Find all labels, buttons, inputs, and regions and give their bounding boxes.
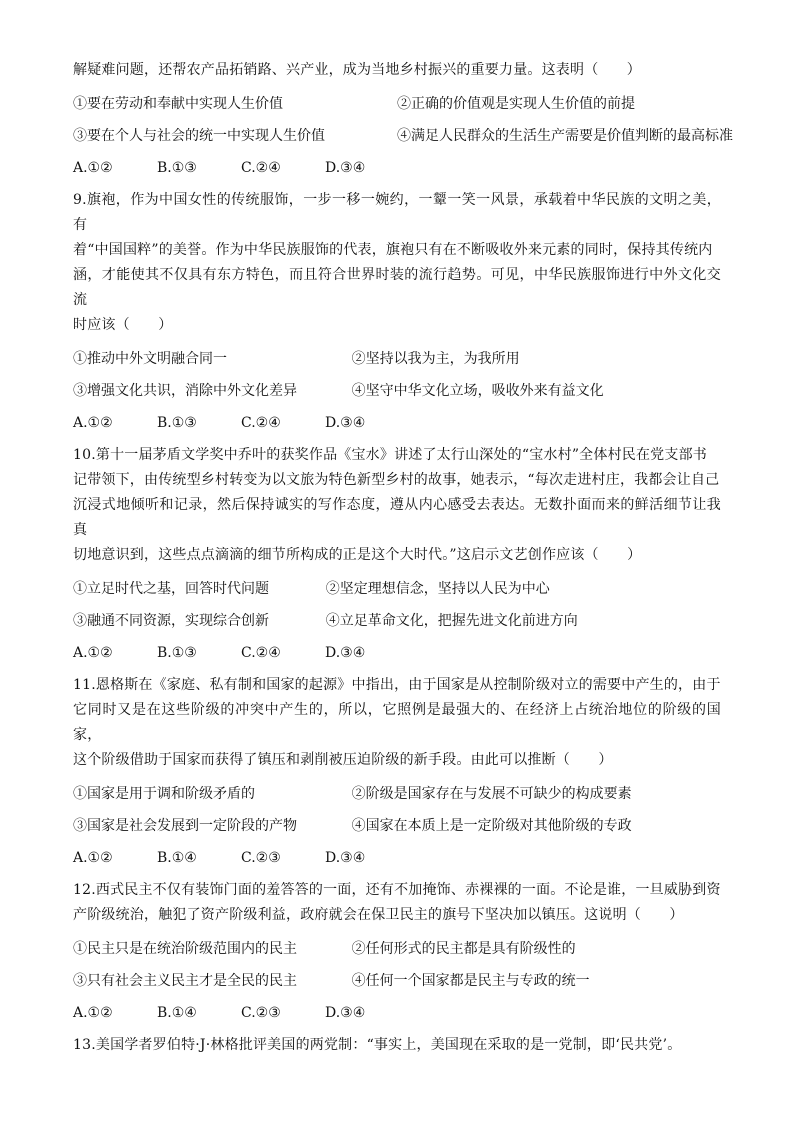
answer-c: C.②③	[241, 1005, 281, 1021]
question-8-options-row-1	[73, 93, 721, 115]
option-2: ②阶级是国家存在与发展不可缺少的构成要素	[351, 786, 632, 802]
question-12-options-row-2	[73, 970, 721, 992]
option-3: ③增强文化共识，消除中外文化差异	[73, 383, 297, 399]
exam-page	[73, 58, 733, 1058]
option-2: ②坚持以我为主，为我所用	[351, 351, 520, 367]
question-11-answer-choices	[73, 847, 721, 869]
answer-c: C.②④	[241, 160, 281, 176]
option-4: ④立足革命文化，把握先进文化前进方向	[325, 613, 578, 629]
answer-a: A.①②	[73, 645, 113, 661]
answer-a: A.①②	[73, 160, 113, 176]
option-2: ②正确的价值观是实现人生价值的前提	[397, 96, 635, 112]
option-1: ①推动中外文明融合同一	[73, 351, 227, 367]
question-9-stem-line: 9.旗袍，作为中国女性的传统服饰，一步一移一婉约，一颦一笑一风景，承载着中华民族的文明之美，有	[73, 192, 721, 233]
question-11-stem-line: 它同时又是在这些阶级的冲突中产生的，所以，它照例是最强大的、在经济上占统治地位的阶级的国家，	[73, 702, 721, 743]
option-1: ①要在劳动和奉献中实现人生价值	[73, 96, 283, 112]
question-10-stem-line: 沉浸式地倾听和记录，然后保持诚实的写作态度，遵从内心感受去表达。无数扑面而来的鲜活细节让我真	[73, 497, 721, 538]
question-9-options-row-2	[73, 380, 721, 402]
option-1: ①立足时代之基，回答时代问题	[73, 581, 269, 597]
question-11-stem-line: 11.恩格斯在《家庭、私有制和国家的起源》中指出，由于国家是从控制阶级对立的需要中产生的，由于	[73, 677, 721, 693]
question-8-answer-choices	[73, 157, 721, 179]
answer-d: D.③④	[325, 645, 366, 661]
answer-b: B.①④	[157, 1005, 197, 1021]
question-10-answer-choices	[73, 642, 721, 664]
option-3: ③融通不同资源，实现综合创新	[73, 613, 269, 629]
option-2: ②坚定理想信念，坚持以人民为中心	[325, 581, 550, 597]
question-12-stem-line: 12.西式民主不仅有装饰门面的羞答答的一面，还有不加掩饰、赤裸裸的一面。不论是谁，一旦威胁到资	[73, 882, 721, 898]
question-9	[73, 188, 721, 434]
option-3: ③只有社会主义民主才是全民的民主	[73, 973, 297, 989]
question-10-stem-line: 切地意识到，这些点点滴滴的细节所构成的正是这个大时代。”这启示文艺创作应该（ ）	[73, 547, 642, 563]
answer-a: A.①②	[73, 415, 113, 431]
answer-d: D.③④	[325, 160, 366, 176]
question-11-stem-line: 这个阶级借助于国家而获得了镇压和剥削被压迫阶级的新手段。由此可以推断（ ）	[73, 752, 613, 768]
question-13-stem-line: 13.美国学者罗伯特·J·林格批评美国的两党制：“事实上，美国现在采取的是一党制，即‘民共党’。	[73, 1037, 682, 1053]
option-4: ④任何一个国家都是民主与专政的统一	[351, 973, 590, 989]
answer-c: C.②③	[241, 850, 281, 866]
question-9-answer-choices	[73, 412, 721, 434]
question-12-options-row-1	[73, 938, 721, 960]
question-9-stem-line: 涵，才能使其不仅具有东方特色，而且符合世界时装的流行趋势。可见，中华民族服饰进行中外文化交流	[73, 267, 721, 308]
answer-c: C.②④	[241, 415, 281, 431]
question-10	[73, 443, 721, 664]
question-12-stem-line: 产阶级统治，触犯了资产阶级利益，政府就会在保卫民主的旗号下坚决加以镇压。这说明（ ）	[73, 907, 684, 923]
answer-b: B.①③	[157, 415, 197, 431]
option-4: ④国家在本质上是一定阶级对其他阶级的专政	[351, 818, 632, 834]
option-4: ④坚守中华文化立场，吸收外来有益文化	[351, 383, 604, 399]
question-11-options-row-2	[73, 815, 721, 837]
option-3: ③要在个人与社会的统一中实现人生价值	[73, 128, 325, 144]
answer-d: D.③④	[325, 415, 366, 431]
answer-d: D.③④	[325, 850, 366, 866]
answer-a: A.①②	[73, 850, 113, 866]
question-11	[73, 673, 721, 869]
answer-a: A.①②	[73, 1005, 113, 1021]
answer-b: B.①④	[157, 850, 197, 866]
answer-d: D.③④	[325, 1005, 366, 1021]
question-8-options-row-2	[73, 125, 733, 147]
option-1: ①民主只是在统治阶级范围内的民主	[73, 941, 297, 957]
question-12-answer-choices	[73, 1002, 721, 1024]
question-8	[73, 58, 733, 179]
question-10-stem-line: 记带领下，由传统型乡村转变为以文旅为特色新型乡村的故事，她表示，“每次走进村庄，我都会让自己	[73, 472, 720, 488]
answer-b: B.①③	[157, 160, 197, 176]
question-10-stem-line: 10.第十一届茅盾文学奖中乔叶的获奖作品《宝水》讲述了太行山深处的“宝水村”全体村民在党支部书	[73, 447, 707, 463]
option-4: ④满足人民群众的生活生产需要是价值判断的最高标准	[397, 128, 733, 144]
question-9-stem-line: 时应该（ ）	[73, 317, 173, 333]
question-9-stem-line: 着“中国国粹”的美誉。作为中华民族服饰的代表，旗袍只有在不断吸收外来元素的同时，保持其传统内	[73, 242, 713, 258]
option-2: ②任何形式的民主都是具有阶级性的	[351, 941, 576, 957]
question-8-stem: 解疑难问题，还帮农产品拓销路、兴产业，成为当地乡村振兴的重要力量。这表明（ ）	[73, 62, 641, 78]
answer-c: C.②④	[241, 645, 281, 661]
question-9-options-row-1	[73, 348, 721, 370]
option-1: ①国家是用于调和阶级矛盾的	[73, 786, 255, 802]
question-11-options-row-1	[73, 783, 721, 805]
question-12	[73, 878, 721, 1024]
question-10-options-row-1	[73, 578, 721, 600]
question-13	[73, 1033, 721, 1058]
question-10-options-row-2	[73, 610, 721, 632]
option-3: ③国家是社会发展到一定阶段的产物	[73, 818, 297, 834]
answer-b: B.①③	[157, 645, 197, 661]
